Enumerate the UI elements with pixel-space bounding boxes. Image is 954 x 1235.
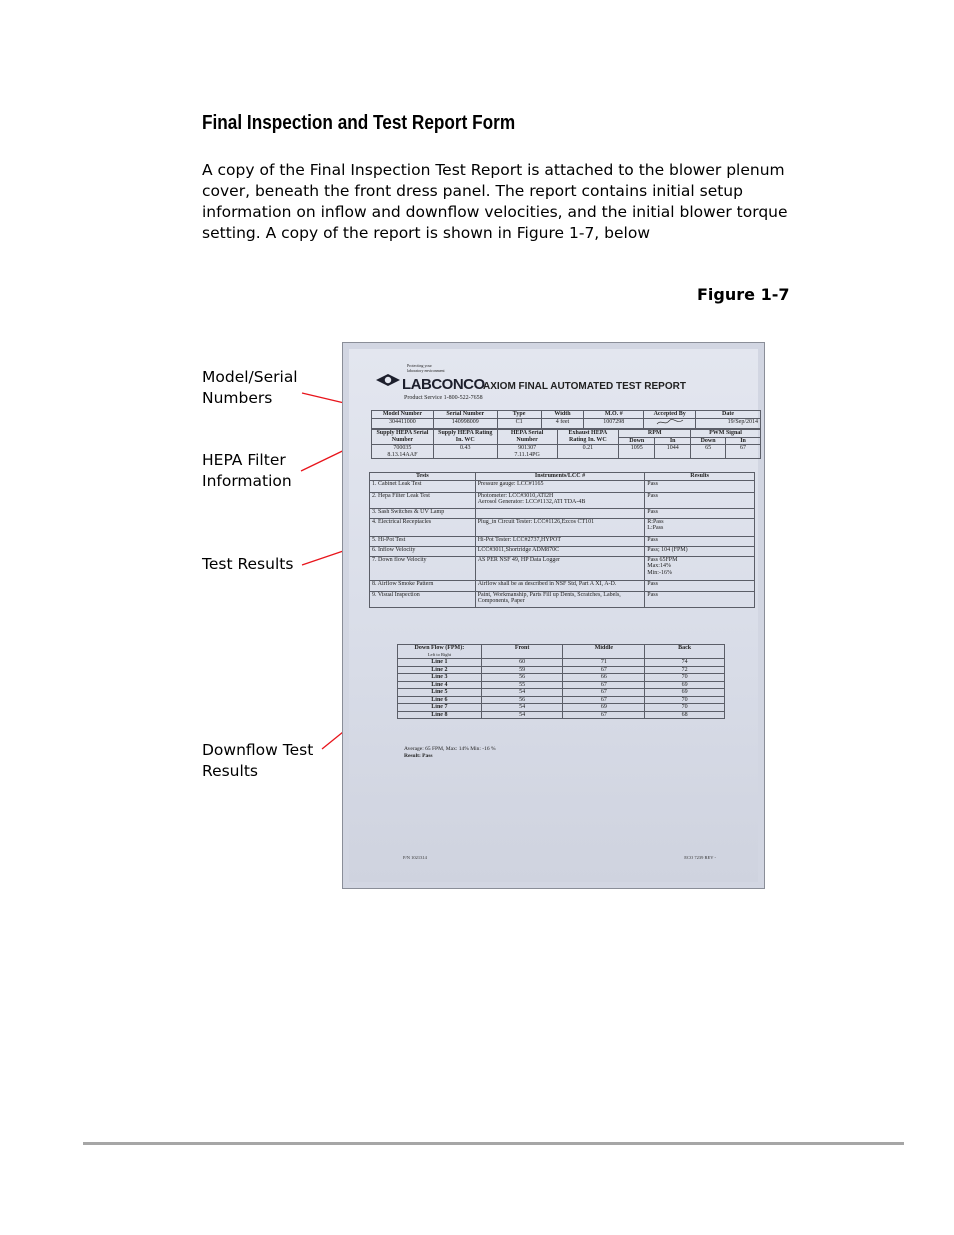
downflow-row: Line 6 56 67 70 [398,696,725,704]
callout-test-results: Test Results [202,555,294,573]
test-results-table [369,472,755,608]
pwm-down-header: Down [691,437,726,445]
test-row: 3. Sash Switches & UV Lamp Pass [370,508,755,518]
hepa-sn-header: HEPA Serial Number [497,430,557,445]
report-brand: LABCONCO [402,376,485,393]
rpm-down-value: 1095 [619,445,655,459]
downflow-row: Line 4 55 67 69 [398,681,725,689]
callout-model-serial: Model/Serial Numbers [202,368,298,407]
intro-paragraph: A copy of the Final Inspection Test Report is attached to the blower plenum cover, beneath the front dress panel. The report contains initial setup information on inflow and downflow velocities, and the initial blower torque setting. A copy of the report is shown in Figure 1-7, below [202,161,788,242]
test-row: 8. Airflow Smoke Pattern Airflow shall be as described in NSF Std, Part A XI, A-D. Pass [370,580,755,591]
tests-header: Tests [370,473,476,481]
supply-rating-value: 0.43 [433,445,497,459]
supply-sn-value: 700035 8.13.14AAF [372,445,434,459]
date-value: 19/Sep/2014 [696,418,761,429]
test-row: 9. Visual Inspection Paint, Workmanship, Parts Fill up Dents, Scratches, Labels, Components, Paper Pass [370,591,755,607]
date-header: Date [696,411,761,419]
rpm-in-header: In [655,437,691,445]
model-value: 304411000 [372,418,434,429]
pwm-in-value: 67 [726,445,761,459]
labconco-logo-icon [375,373,401,387]
pwm-header: PWM Signal [691,430,761,438]
rpm-in-value: 1044 [655,445,691,459]
downflow-row: Line 7 54 69 70 [398,704,725,712]
downflow-header: Down Flow (FPM): Left to Right [398,645,482,659]
model-serial-table [371,410,761,429]
width-value: 4 feet [541,418,584,429]
serial-header: Serial Number [433,411,497,419]
instruments-header: Instruments/LCC # [475,473,645,481]
test-row: 6. Inflow Velocity LCC#3011,Shortridge ADM870C Pass; 104 (FPM) [370,546,755,556]
serial-value: 140998009 [433,418,497,429]
section-title: Final Inspection and Test Report Form [202,112,516,134]
rpm-header: RPM [619,430,691,438]
downflow-average: Average: 65 FPM, Max: 14% Min: -16 % [404,746,496,752]
supply-hepa-sn-header: Supply HEPA Serial Number [372,430,434,445]
report-paper [349,349,758,882]
footer-rule [83,1142,904,1145]
downflow-summary [404,746,496,760]
back-header: Back [645,645,725,659]
report-service: Product Service 1-800-522-7658 [404,395,483,401]
type-header: Type [497,411,541,419]
signature-icon [655,419,685,426]
accepted-header: Accepted By [644,411,696,419]
supply-hepa-rating-header: Supply HEPA Rating In. WC [433,430,497,445]
callout-hepa: HEPA Filter Information [202,451,292,490]
callout-downflow: Downflow Test Results [202,741,314,780]
hepa-filter-table [371,429,761,459]
test-row: 2. Hepa Filter Leak Test Photometer: LCC#3010,ATI2H Aerosol Generator: LCC#1132,ATI TDA-4B Pass [370,492,755,508]
mo-header: M.O. # [584,411,644,419]
model-header: Model Number [372,411,434,419]
downflow-row: Line 2 59 67 72 [398,666,725,674]
report-photo [342,342,765,889]
downflow-row: Line 3 56 66 70 [398,674,725,682]
eco-number: ECO 7239 REV - [684,855,716,860]
pwm-down-value: 65 [691,445,726,459]
mo-value: 1007298 [584,418,644,429]
hepa-sn-value: 901307 7.11.14PG [497,445,557,459]
test-row: 5. Hi-Pot Test Hi-Pot Tester: LCC#2737,HYPOT Pass [370,536,755,546]
width-header: Width [541,411,584,419]
downflow-result: Result: Pass [404,753,433,759]
downflow-row: Line 8 54 67 68 [398,711,725,719]
results-header: Results [645,473,755,481]
rpm-down-header: Down [619,437,655,445]
report-title: AXIOM FINAL AUTOMATED TEST REPORT [483,381,686,392]
accepted-signature [644,418,696,429]
part-number: P/N 1021314 [403,855,427,860]
test-row: 7. Down flow Velocity AS PER NSF 49, HP Data Logger Pass 65FPM Max:14% Min:-16% [370,556,755,580]
exhaust-rating-value: 0.21 [557,445,619,459]
test-row: 1. Cabinet Leak Test Pressure gauge: LCC#1165 Pass [370,480,755,492]
report-tagline: Protecting your laboratory environment [407,363,445,373]
downflow-row: Line 1 60 71 74 [398,659,725,667]
test-row: 4. Electrical Receptacles Plug_in Circuit Tester: LCC#1126,Ezcos CT101 R:Pass L:Pass [370,518,755,536]
pwm-in-header: In [726,437,761,445]
front-header: Front [481,645,563,659]
downflow-table [397,644,725,719]
type-value: C1 [497,418,541,429]
exhaust-rating-header: Exhaust HEPA Rating In. WC [557,430,619,445]
middle-header: Middle [563,645,645,659]
figure-label: Figure 1-7 [697,285,790,304]
downflow-row: Line 5 54 67 69 [398,689,725,697]
